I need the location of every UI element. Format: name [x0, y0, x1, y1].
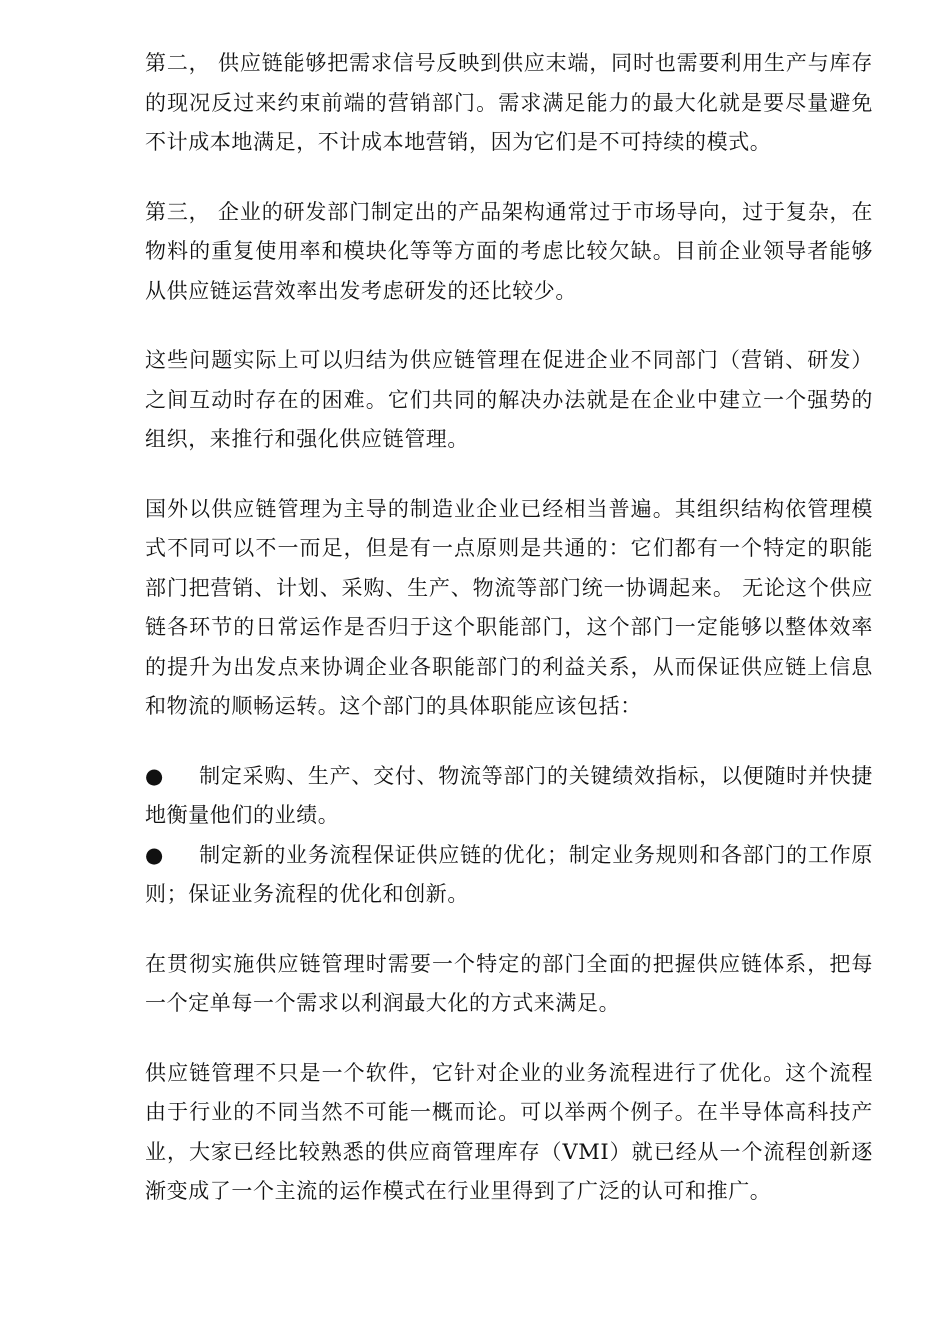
paragraph-third: 第三， 企业的研发部门制定出的产品架构通常过于市场导向，过于复杂，在物料的重复使用率和模块化等等方面的考虑比较欠缺。目前企业领导者能够从供应链运营效率出发考虑研发的还比较少。 [145, 199, 873, 303]
list-item [145, 757, 873, 836]
function-list [145, 757, 873, 915]
list-item [145, 836, 873, 915]
paragraph-second: 第二， 供应链能够把需求信号反映到供应末端，同时也需要利用生产与库存的现况反过来约束前端的营销部门。需求满足能力的最大化就是要尽量避免不计成本地满足，不计成本地营销，因为它们是不可持续的模式。 [145, 51, 873, 154]
bullet-icon: ● [145, 842, 164, 867]
paragraph-implementation: 在贯彻实施供应链管理时需要一个特定的部门全面的把握供应链体系，把每一个定单每一个需求以利润最大化的方式来满足。 [145, 951, 873, 1015]
paragraph-vmi-example: 供应链管理不只是一个软件，它针对企业的业务流程进行了优化。这个流程由于行业的不同当然不可能一概而论。可以举两个例子。在半导体高科技产业，大家已经比较熟悉的供应商管理库存（VMI）就已经从一个流程创新逐渐变成了一个主流的运作模式在行业里得到了广泛的认可和推广。 [145, 1060, 873, 1203]
document-page [145, 44, 873, 1242]
paragraph-summary: 这些问题实际上可以归结为供应链管理在促进企业不同部门（营销、研发）之间互动时存在的困难。它们共同的解决办法就是在企业中建立一个强势的组织，来推行和强化供应链管理。 [145, 348, 873, 451]
paragraph-foreign-practice: 国外以供应链管理为主导的制造业企业已经相当普遍。其组织结构依管理模式不同可以不一而足，但是有一点原则是共通的：它们都有一个特定的职能部门把营销、计划、采购、生产、物流等部门统一协调起来。 无论这个供应链各环节的日常运作是否归于这个职能部门，这个部门一定能够以整体效率的提升为出发点来协调企业各职能部门的利益关系，从而保证供应链上信息和物流的顺畅运转。这个部门的具体职能应该包括： [145, 496, 873, 718]
bullet-icon: ● [145, 763, 164, 788]
list-item-text: 制定新的业务流程保证供应链的优化；制定业务规则和各部门的工作原则；保证业务流程的优化和创新。 [145, 842, 873, 906]
list-item-text: 制定采购、生产、交付、物流等部门的关键绩效指标，以便随时并快捷地衡量他们的业绩。 [145, 763, 873, 827]
